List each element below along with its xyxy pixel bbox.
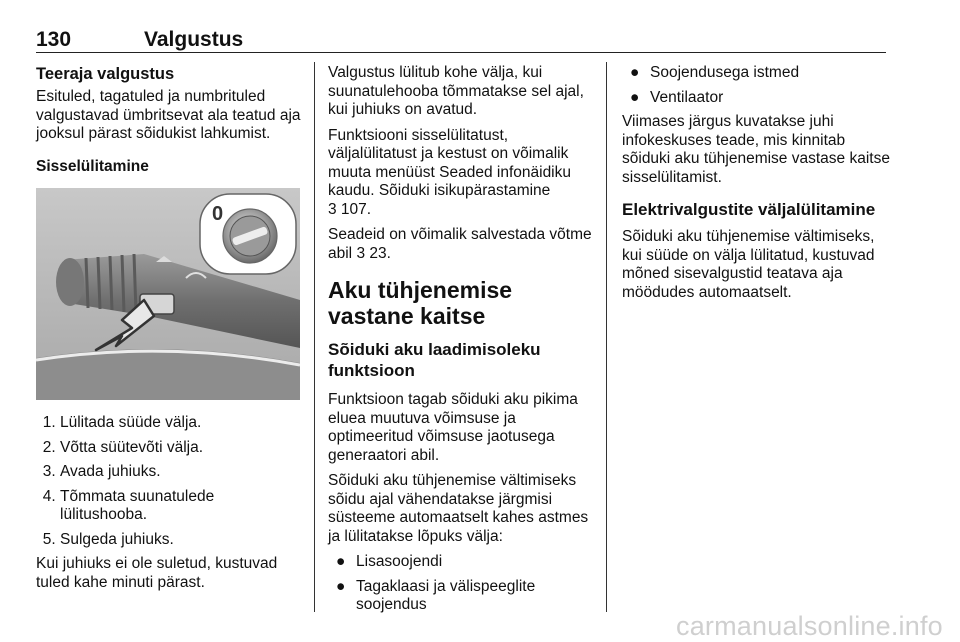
- bullet-list: [622, 64, 890, 107]
- column-divider: [606, 62, 607, 612]
- list-item: 5. Sulgeda juhiuks.: [60, 531, 304, 550]
- list-item-text: Tagaklaasi ja välispeeglite soojendus: [356, 577, 536, 613]
- ignition-switch-inset: [200, 194, 296, 274]
- paragraph: Viimases järgus kuvatakse juhi infokeskuses teade, mis kinnitab sõiduki aku tühjenemise vastase kaitse sisselülitamist.: [622, 113, 890, 186]
- subsection-heading: Sõiduki aku laadimisoleku funktsioon: [328, 340, 541, 380]
- page-header: [36, 28, 886, 53]
- list-item: [622, 64, 890, 83]
- switch-position-label: 0: [212, 203, 224, 225]
- bullet-icon: ●: [630, 88, 640, 106]
- bullet-list: [328, 553, 596, 615]
- bullet-icon: ●: [630, 64, 640, 81]
- paragraph: Kui juhiuks ei ole suletud, kustuvad tuled kahe minuti pärast.: [36, 555, 278, 591]
- column-divider: [314, 62, 315, 612]
- paragraph: Sõiduki aku tühjenemise vältimiseks sõidu ajal vähendatakse järgmisi süsteeme automaatselt kahes astmes ja lülitatakse lõpuks välja:: [328, 472, 589, 545]
- section-heading: Elektrivalgustite väljalülitamine: [622, 200, 876, 219]
- watermark: carmanualsonline.info: [676, 611, 943, 641]
- paragraph-text: Seadeid on võimalik salvestada võtme abil: [328, 226, 592, 262]
- paragraph: Sõiduki aku tühjenemise vältimiseks, kui süüde on välja lülitatud, kustuvad mõned sisevalgustid teatava aja möödudes automaatselt.: [622, 228, 875, 301]
- section-heading: Aku tühjenemise vastane kaitse: [328, 277, 513, 329]
- paragraph: [328, 226, 596, 263]
- paragraph-text: Funktsiooni sisselülitatust, väljalülitatust ja kestust on võimalik muuta menüüst Seaded infonäidiku kaudu. Sõiduki isikupärastamine: [328, 126, 571, 199]
- paragraph: [328, 127, 596, 220]
- paragraph: Esituled, tagatuled ja numbrituled valgustavad ümbritsevat ala teatud aja jooksul pärast sõidukist lahkumist.: [36, 88, 301, 142]
- page-reference-link[interactable]: 3 107.: [328, 200, 372, 218]
- bullet-icon: ●: [336, 553, 346, 570]
- list-item: 4. Tõmmata suunatulede lülitushooba.: [60, 488, 304, 525]
- column-left: [36, 64, 304, 599]
- list-item: [328, 578, 596, 615]
- list-item-text: Soojendusega istmed: [650, 64, 800, 81]
- chapter-title: Valgustus: [144, 28, 244, 51]
- list-item: [328, 553, 596, 572]
- list-item: 3. Avada juhiuks.: [60, 463, 304, 482]
- page-number: 130: [36, 28, 72, 51]
- list-item-text: Lisasoojendi: [356, 553, 443, 570]
- turn-signal-lever-illustration: [36, 188, 300, 400]
- paragraph: Valgustus lülitub kohe välja, kui suunatulehooba tõmmatakse sel ajal, kui juhiuks on avatud.: [328, 64, 584, 118]
- paragraph: Funktsioon tagab sõiduki aku pikima eluea muutuva võimsuse ja optimeeritud võimsuse jaotusega generaatori abil.: [328, 391, 578, 464]
- bullet-icon: ●: [336, 577, 346, 595]
- page-reference-link[interactable]: 3 23.: [356, 244, 391, 262]
- column-middle: [328, 64, 596, 621]
- list-item: [622, 89, 890, 108]
- steps-list: [36, 414, 304, 549]
- section-heading: Teeraja valgustus: [36, 65, 175, 83]
- list-item: 1. Lülitada süüde välja.: [60, 414, 304, 433]
- subsection-heading: Sisselülitamine: [36, 157, 149, 175]
- column-right: [622, 64, 890, 309]
- list-item: 2. Võtta süütevõti välja.: [60, 439, 304, 458]
- list-item-text: Ventilaator: [650, 88, 724, 106]
